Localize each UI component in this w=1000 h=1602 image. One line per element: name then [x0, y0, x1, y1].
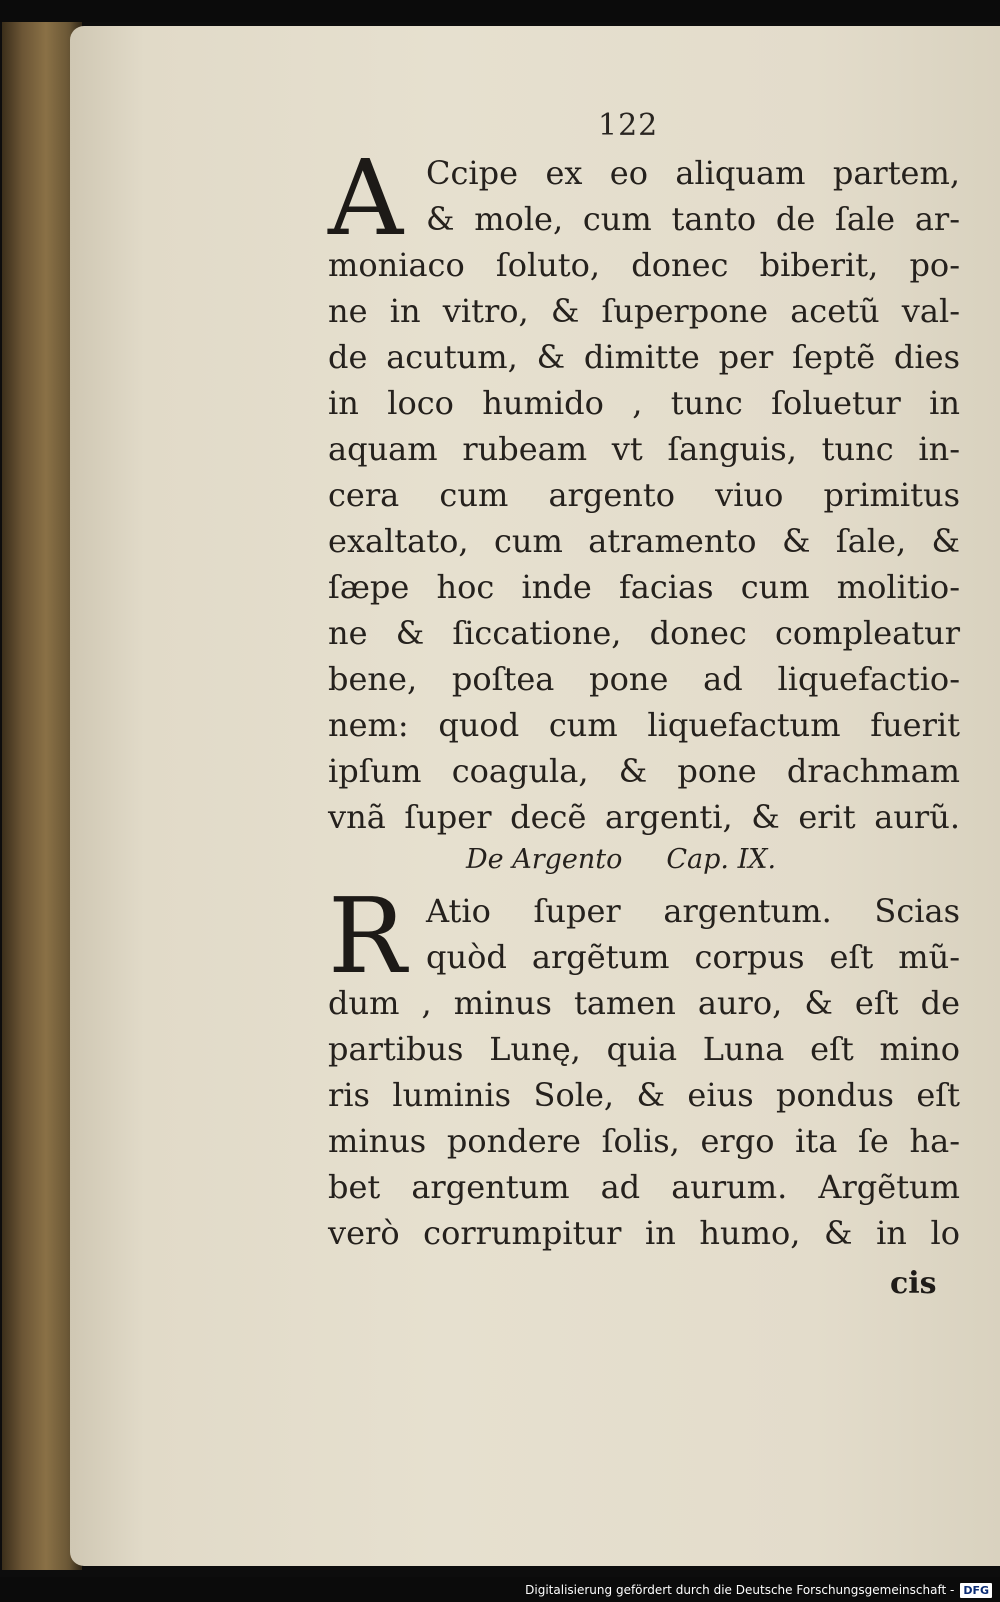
text-line: ne & ſiccatione, donec compleatur [328, 614, 960, 652]
catchword: cis [890, 1266, 937, 1301]
text-line: exaltato, cum atramento & ſale, & [328, 522, 960, 560]
text-line: moniaco ſoluto, donec biberit, po- [328, 246, 960, 284]
funding-footer [525, 1580, 992, 1600]
text-line: de acutum, & dimitte per ſeptẽ dies [328, 338, 960, 376]
paragraph-2 [328, 888, 960, 1256]
text-line: cera cum argento viuo primitus [328, 476, 960, 514]
text-line: bene, poſtea pone ad liquefactio- [328, 660, 960, 698]
text-line: & mole, cum tanto de ſale ar- [426, 200, 960, 238]
text-line: ris luminis Sole, & eius pondus eſt [328, 1076, 960, 1114]
text-line: nem: quod cum liquefactum fuerit [328, 706, 960, 744]
text-line: vnã ſuper decẽ argenti, & erit aurũ. [328, 798, 960, 836]
text-line: partibus Lunę, quia Luna eſt mino [328, 1030, 960, 1068]
chapter-number: Cap. IX. [666, 844, 777, 875]
text-line: minus pondere ſolis, ergo ita ſe ha- [328, 1122, 960, 1160]
text-line: Atio ſuper argentum. Scias [426, 892, 960, 930]
text-line: in loco humido , tunc ſoluetur in [328, 384, 960, 422]
text-line: Ccipe ex eo aliquam partem, [426, 154, 960, 192]
chapter-title: De Argento [466, 844, 623, 875]
dfg-logo: DFG [960, 1583, 992, 1598]
text-line: dum , minus tamen auro, & eſt de [328, 984, 960, 1022]
text-line: ne in vitro, & ſuperpone acetũ val- [328, 292, 960, 330]
paragraph-1 [328, 150, 960, 840]
drop-cap-initial: A [328, 137, 404, 259]
footer-text: Digitalisierung gefördert durch die Deutsche Forschungsgemeinschaft - [525, 1583, 955, 1597]
text-line: bet argentum ad aurum. Argẽtum [328, 1168, 960, 1206]
text-line: ſæpe hoc inde facias cum molitio- [328, 568, 960, 606]
text-line: aquam rubeam vt ſanguis, tunc in- [328, 430, 960, 468]
text-line: verò corrumpitur in humo, & in lo [328, 1214, 960, 1252]
chapter-heading [466, 844, 820, 875]
drop-cap-initial: R [328, 875, 407, 997]
text-line: ipſum coagula, & pone drachmam [328, 752, 960, 790]
page-number: 122 [598, 108, 659, 143]
text-line: quòd argẽtum corpus eſt mũ- [426, 938, 960, 976]
